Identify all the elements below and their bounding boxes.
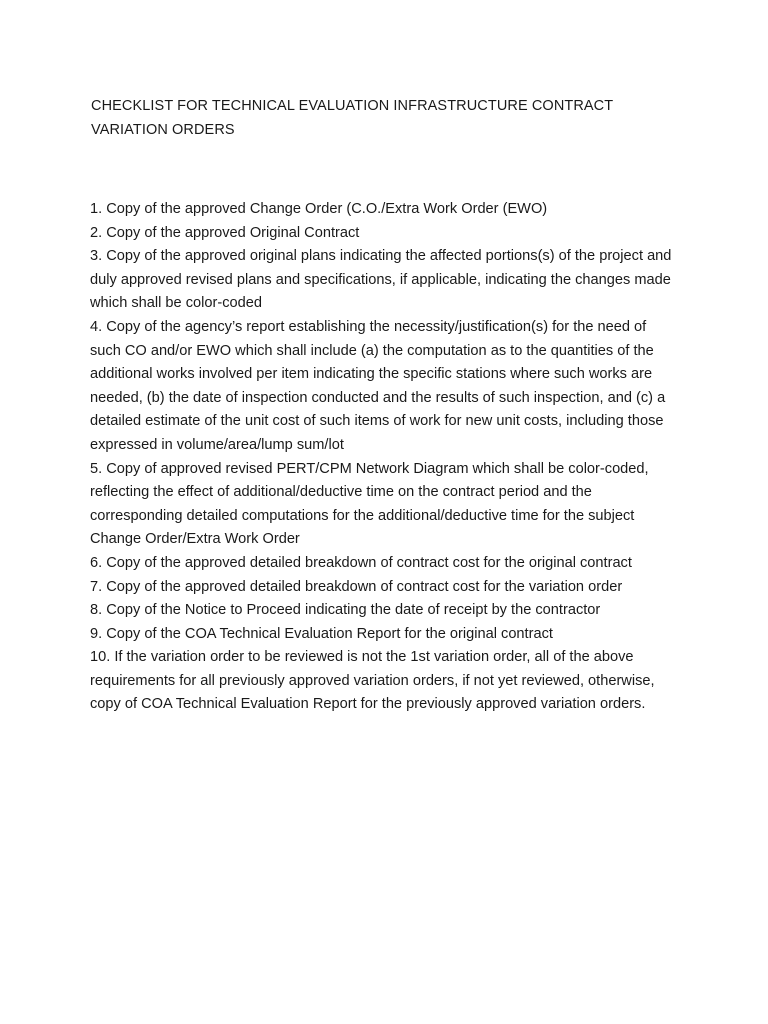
title-line-1: CHECKLIST FOR TECHNICAL EVALUATION INFRASTRUCTURE CONTRACT: [91, 98, 614, 114]
title-line-2: VARIATION ORDERS: [91, 122, 235, 138]
checklist-item-3: 3. Copy of the approved original plans indicating the affected portions(s) of the project and duly approved revised plans and specifications, if applicable, indicating the changes made which shall be color-coded: [90, 248, 672, 312]
checklist-item-7: 7. Copy of the approved detailed breakdown of contract cost for the variation order: [90, 578, 623, 595]
checklist-item-8: 8. Copy of the Notice to Proceed indicating the date of receipt by the contractor: [90, 602, 601, 619]
checklist-item-10: 10. If the variation order to be reviewed is not the 1st variation order, all of the above requirements for all previously approved variation orders, if not yet reviewed, otherwise, copy of COA Technical Evaluation Report for the previously approved variation orders.: [90, 649, 655, 713]
checklist-item-4: 4. Copy of the agency’s report establishing the necessity/justification(s) for the need of such CO and/or EWO which shall include (a) the computation as to the quantities of the additional works involved per item indicating the specific stations where such works are needed, (b) the date of inspection conducted and the results of such inspection, and (c) a detailed estimate of the unit cost of such items of work for new unit costs, including those expressed in volume/area/lump sum/lot: [90, 318, 666, 453]
checklist-item-2: 2. Copy of the approved Original Contract: [90, 224, 360, 241]
checklist-item-1: 1. Copy of the approved Change Order (C.O./Extra Work Order (EWO): [90, 201, 548, 217]
checklist-item-6: 6. Copy of the approved detailed breakdown of contract cost for the original contract: [90, 554, 632, 571]
checklist-item-9: 9. Copy of the COA Technical Evaluation Report for the original contract: [90, 625, 553, 642]
document-title: [91, 94, 691, 142]
checklist-item-5: 5. Copy of approved revised PERT/CPM Network Diagram which shall be color-coded, reflecting the effect of additional/deductive time on the contract period and the corresponding detailed computations for the additional/deductive time for the subject Change Order/Extra Work Order: [90, 460, 649, 548]
requirements-checklist: [90, 198, 680, 717]
